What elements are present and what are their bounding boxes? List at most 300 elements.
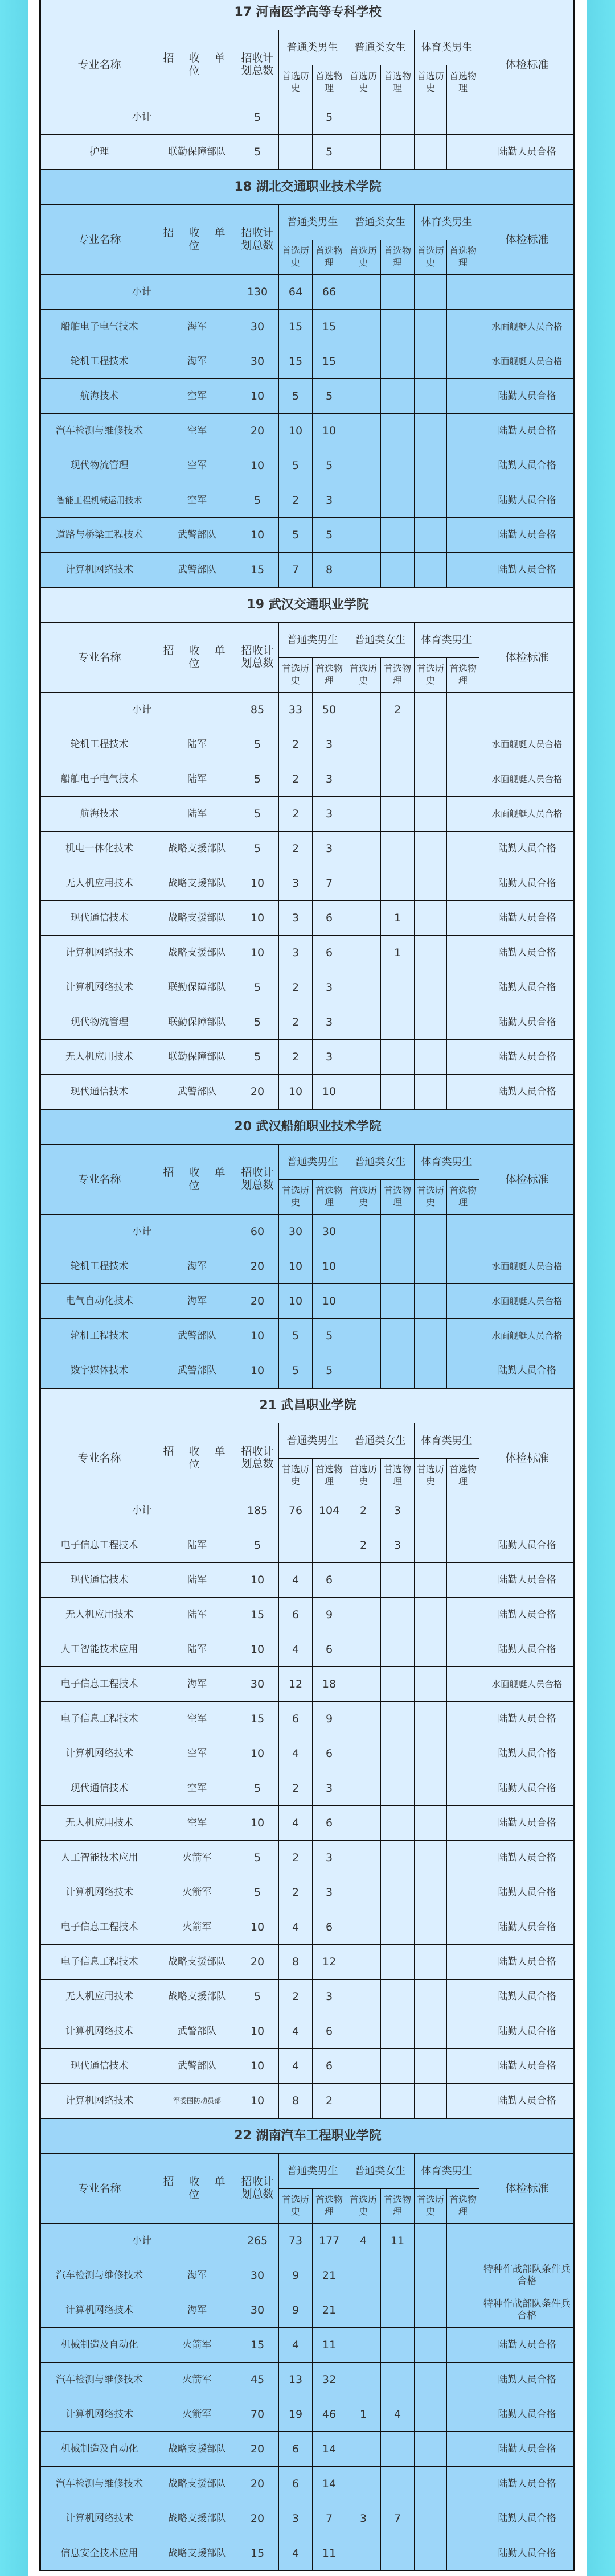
count-bh: 2 <box>279 1841 313 1875</box>
header-unit: 招 收 单 位 <box>158 1145 236 1215</box>
count-sh <box>415 1598 447 1632</box>
count-gh <box>346 1563 381 1598</box>
count-bp: 3 <box>313 970 346 1005</box>
count-bh: 6 <box>279 2467 313 2501</box>
recruiting-unit: 武警部队 <box>158 2049 236 2084</box>
major-name: 数字媒体技术 <box>41 1353 158 1388</box>
count-sh <box>415 135 447 170</box>
count-sh <box>415 832 447 866</box>
count-gp <box>381 2084 415 2118</box>
recruiting-unit: 陆军 <box>158 797 236 832</box>
enrollment-plan-document <box>39 0 575 2571</box>
header-physics: 首选物理 <box>381 65 415 100</box>
plan-total: 10 <box>236 1353 279 1388</box>
count-gh <box>346 414 381 448</box>
count-gp <box>381 1284 415 1319</box>
exam-standard: 陆勤人员合格 <box>479 1563 575 1598</box>
subtotal-total: 60 <box>236 1215 279 1249</box>
count-sh <box>415 1875 447 1910</box>
plan-total: 10 <box>236 518 279 553</box>
plan-total: 20 <box>236 414 279 448</box>
count-sp <box>447 2293 479 2328</box>
count-bh: 6 <box>279 1702 313 1736</box>
plan-total: 10 <box>236 901 279 936</box>
enrollment-table <box>40 0 575 170</box>
count-gh <box>346 483 381 518</box>
count-bp: 15 <box>313 344 346 379</box>
count-bp: 3 <box>313 483 346 518</box>
header-unit: 招 收 单 位 <box>158 2154 236 2224</box>
table-row <box>41 1771 575 1806</box>
exam-standard: 陆勤人员合格 <box>479 1528 575 1563</box>
count-bh: 5 <box>279 1353 313 1388</box>
count-gh <box>346 2536 381 2571</box>
table-row <box>41 797 575 832</box>
subtotal-bp: 30 <box>313 1215 346 1249</box>
header-group-boys: 普通类男生 <box>279 2154 346 2189</box>
count-bh: 5 <box>279 448 313 483</box>
count-gh <box>346 2014 381 2049</box>
table-row <box>41 1528 575 1563</box>
count-sp <box>447 379 479 414</box>
count-gp <box>381 970 415 1005</box>
count-bh <box>279 1528 313 1563</box>
table-row <box>41 1841 575 1875</box>
table-row <box>41 518 575 553</box>
header-group-boys: 普通类男生 <box>279 1145 346 1180</box>
count-sh <box>415 310 447 344</box>
header-exam: 体检标准 <box>479 205 575 275</box>
count-gp <box>381 1945 415 1980</box>
table-row <box>41 483 575 518</box>
subtotal-bp: 5 <box>313 100 346 135</box>
count-gh <box>346 2293 381 2328</box>
major-name: 现代通信技术 <box>41 901 158 936</box>
major-name: 无人机应用技术 <box>41 1980 158 2014</box>
count-sh <box>415 727 447 762</box>
major-name: 智能工程机械运用技术 <box>41 483 158 518</box>
count-gh <box>346 1005 381 1040</box>
count-gp <box>381 1702 415 1736</box>
plan-total: 5 <box>236 762 279 797</box>
count-bp: 2 <box>313 2084 346 2118</box>
table-row <box>41 1667 575 1702</box>
header-physics: 首选物理 <box>447 658 479 693</box>
count-gp <box>381 1353 415 1388</box>
count-bh: 4 <box>279 2328 313 2363</box>
count-gp <box>381 1980 415 2014</box>
count-sp <box>447 832 479 866</box>
count-sp <box>447 2432 479 2467</box>
header-physics: 首选物理 <box>447 1180 479 1215</box>
count-sp <box>447 414 479 448</box>
count-gp <box>381 448 415 483</box>
exam-standard: 水面舰艇人员合格 <box>479 762 575 797</box>
count-gp <box>381 1875 415 1910</box>
count-bp: 14 <box>313 2432 346 2467</box>
recruiting-unit: 战略支援部队 <box>158 866 236 901</box>
count-sh <box>415 2363 447 2397</box>
subtotal-bh: 73 <box>279 2224 313 2258</box>
header-group-sports: 体育类男生 <box>415 30 479 65</box>
exam-standard: 陆勤人员合格 <box>479 1841 575 1875</box>
count-gh <box>346 1667 381 1702</box>
count-bh: 4 <box>279 1632 313 1667</box>
recruiting-unit: 陆军 <box>158 1598 236 1632</box>
header-history: 首选历史 <box>346 1459 381 1493</box>
major-name: 人工智能技术应用 <box>41 1632 158 1667</box>
enrollment-table <box>40 170 575 587</box>
table-row <box>41 1910 575 1945</box>
header-group-boys: 普通类男生 <box>279 1423 346 1459</box>
major-name: 电子信息工程技术 <box>41 1702 158 1736</box>
header-total: 招收计划总数 <box>236 205 279 275</box>
subtotal-row <box>41 275 575 310</box>
subtotal-bh: 33 <box>279 693 313 727</box>
table-row <box>41 2258 575 2293</box>
count-gh <box>346 135 381 170</box>
table-row <box>41 2467 575 2501</box>
header-unit: 招 收 单 位 <box>158 30 236 100</box>
header-group-girls: 普通类女生 <box>346 2154 415 2189</box>
count-bh: 4 <box>279 1910 313 1945</box>
table-row <box>41 2432 575 2467</box>
count-gp <box>381 2432 415 2467</box>
plan-total: 5 <box>236 1528 279 1563</box>
table-row <box>41 1563 575 1598</box>
subtotal-exam <box>479 275 575 310</box>
count-bp: 5 <box>313 1319 346 1353</box>
subtotal-label: 小计 <box>41 2224 236 2258</box>
count-bp: 10 <box>313 1284 346 1319</box>
count-bh: 2 <box>279 727 313 762</box>
exam-standard: 陆勤人员合格 <box>479 936 575 970</box>
major-name: 电气自动化技术 <box>41 1284 158 1319</box>
recruiting-unit: 联勤保障部队 <box>158 970 236 1005</box>
plan-total: 20 <box>236 1249 279 1284</box>
major-name: 现代通信技术 <box>41 2049 158 2084</box>
recruiting-unit: 武警部队 <box>158 1353 236 1388</box>
count-gp <box>381 1075 415 1109</box>
count-gh <box>346 1806 381 1841</box>
recruiting-unit: 海军 <box>158 310 236 344</box>
exam-standard: 水面舰艇人员合格 <box>479 1284 575 1319</box>
header-group-sports: 体育类男生 <box>415 205 479 240</box>
recruiting-unit: 空军 <box>158 1736 236 1771</box>
plan-total: 5 <box>236 797 279 832</box>
count-sp <box>447 1771 479 1806</box>
table-row <box>41 1075 575 1109</box>
table-row <box>41 1945 575 1980</box>
subtotal-bh: 76 <box>279 1493 313 1528</box>
count-gh <box>346 1353 381 1388</box>
table-row <box>41 2049 575 2084</box>
count-gh <box>346 518 381 553</box>
subtotal-sh <box>415 275 447 310</box>
subtotal-total: 130 <box>236 275 279 310</box>
header-exam: 体检标准 <box>479 1145 575 1215</box>
subtotal-label: 小计 <box>41 693 236 727</box>
header-history: 首选历史 <box>346 2189 381 2224</box>
header-history: 首选历史 <box>346 658 381 693</box>
count-sp <box>447 901 479 936</box>
count-bh: 2 <box>279 1875 313 1910</box>
exam-standard: 水面舰艇人员合格 <box>479 1667 575 1702</box>
major-name: 机电一体化技术 <box>41 832 158 866</box>
major-name: 机械制造及自动化 <box>41 2432 158 2467</box>
header-group-sports: 体育类男生 <box>415 623 479 658</box>
count-sp <box>447 2328 479 2363</box>
count-sh <box>415 1736 447 1771</box>
subtotal-gh <box>346 693 381 727</box>
count-gp <box>381 832 415 866</box>
count-bh: 2 <box>279 483 313 518</box>
count-gp <box>381 2293 415 2328</box>
count-gp: 7 <box>381 2501 415 2536</box>
exam-standard: 水面舰艇人员合格 <box>479 1319 575 1353</box>
count-sp <box>447 2363 479 2397</box>
plan-total: 15 <box>236 553 279 587</box>
major-name: 计算机网络技术 <box>41 2084 158 2118</box>
subtotal-exam <box>479 1493 575 1528</box>
count-bp: 5 <box>313 518 346 553</box>
count-gh <box>346 553 381 587</box>
exam-standard: 陆勤人员合格 <box>479 448 575 483</box>
header-physics: 首选物理 <box>447 2189 479 2224</box>
recruiting-unit: 战略支援部队 <box>158 1945 236 1980</box>
major-name: 计算机网络技术 <box>41 1875 158 1910</box>
count-sp <box>447 2397 479 2432</box>
subtotal-row <box>41 1493 575 1528</box>
header-major: 专业名称 <box>41 2154 158 2224</box>
recruiting-unit: 武警部队 <box>158 1319 236 1353</box>
recruiting-unit: 陆军 <box>158 1563 236 1598</box>
count-bh: 3 <box>279 901 313 936</box>
count-gp <box>381 727 415 762</box>
count-sp <box>447 866 479 901</box>
count-bp: 6 <box>313 2014 346 2049</box>
exam-standard: 陆勤人员合格 <box>479 483 575 518</box>
count-sh <box>415 518 447 553</box>
count-gp <box>381 2014 415 2049</box>
count-gp <box>381 553 415 587</box>
exam-standard: 陆勤人员合格 <box>479 379 575 414</box>
count-bh: 2 <box>279 762 313 797</box>
count-sh <box>415 1040 447 1075</box>
school-title: 18 湖北交通职业技术学院 <box>41 170 575 205</box>
count-bp: 9 <box>313 1702 346 1736</box>
subtotal-total: 265 <box>236 2224 279 2258</box>
count-sp <box>447 2536 479 2571</box>
major-name: 现代物流管理 <box>41 448 158 483</box>
recruiting-unit: 空军 <box>158 1771 236 1806</box>
count-sh <box>415 901 447 936</box>
count-gh <box>346 1075 381 1109</box>
major-name: 电子信息工程技术 <box>41 1528 158 1563</box>
exam-standard: 水面舰艇人员合格 <box>479 727 575 762</box>
recruiting-unit: 空军 <box>158 379 236 414</box>
table-row <box>41 970 575 1005</box>
major-name: 计算机网络技术 <box>41 970 158 1005</box>
count-sh <box>415 2293 447 2328</box>
count-gh <box>346 1980 381 2014</box>
recruiting-unit: 战略支援部队 <box>158 901 236 936</box>
header-physics: 首选物理 <box>447 240 479 275</box>
table-row <box>41 762 575 797</box>
count-sp <box>447 1528 479 1563</box>
plan-total: 15 <box>236 2328 279 2363</box>
major-name: 电子信息工程技术 <box>41 1910 158 1945</box>
count-sh <box>415 448 447 483</box>
plan-total: 30 <box>236 344 279 379</box>
plan-total: 10 <box>236 379 279 414</box>
major-name: 计算机网络技术 <box>41 2293 158 2328</box>
header-major: 专业名称 <box>41 623 158 693</box>
exam-standard: 陆勤人员合格 <box>479 866 575 901</box>
count-bh: 4 <box>279 1806 313 1841</box>
count-gp: 1 <box>381 901 415 936</box>
subtotal-exam <box>479 693 575 727</box>
count-bp: 21 <box>313 2258 346 2293</box>
count-sh <box>415 2258 447 2293</box>
count-sp <box>447 448 479 483</box>
exam-standard: 水面舰艇人员合格 <box>479 310 575 344</box>
subtotal-total: 85 <box>236 693 279 727</box>
school-table <box>39 587 575 1109</box>
count-gh <box>346 1771 381 1806</box>
exam-standard: 陆勤人员合格 <box>479 2397 575 2432</box>
subtotal-gh <box>346 275 381 310</box>
header-group-boys: 普通类男生 <box>279 623 346 658</box>
count-bp: 3 <box>313 1980 346 2014</box>
count-sp <box>447 518 479 553</box>
header-history: 首选历史 <box>279 2189 313 2224</box>
subtotal-bh: 30 <box>279 1215 313 1249</box>
count-bp: 3 <box>313 1040 346 1075</box>
count-bp: 7 <box>313 866 346 901</box>
header-unit: 招 收 单 位 <box>158 623 236 693</box>
count-bp: 3 <box>313 1005 346 1040</box>
count-bh: 2 <box>279 1040 313 1075</box>
header-history: 首选历史 <box>415 240 447 275</box>
count-sp <box>447 1980 479 2014</box>
count-gp <box>381 2536 415 2571</box>
table-row <box>41 727 575 762</box>
subtotal-row <box>41 693 575 727</box>
count-sp <box>447 1632 479 1667</box>
count-bh: 4 <box>279 2014 313 2049</box>
major-name: 计算机网络技术 <box>41 2397 158 2432</box>
recruiting-unit: 武警部队 <box>158 1075 236 1109</box>
exam-standard: 陆勤人员合格 <box>479 553 575 587</box>
school-title: 19 武汉交通职业学院 <box>41 588 575 623</box>
header-history: 首选历史 <box>415 658 447 693</box>
exam-standard: 陆勤人员合格 <box>479 1910 575 1945</box>
header-unit: 招 收 单 位 <box>158 1423 236 1493</box>
count-sp <box>447 1563 479 1598</box>
count-bh: 6 <box>279 2432 313 2467</box>
plan-total: 10 <box>236 936 279 970</box>
count-bp: 5 <box>313 379 346 414</box>
count-bh: 3 <box>279 2501 313 2536</box>
subtotal-sp <box>447 1215 479 1249</box>
count-gp <box>381 2467 415 2501</box>
major-name: 汽车检测与维修技术 <box>41 2467 158 2501</box>
enrollment-table <box>40 587 575 1109</box>
count-bh: 5 <box>279 518 313 553</box>
header-physics: 首选物理 <box>447 65 479 100</box>
school-title: 20 武汉船舶职业技术学院 <box>41 1110 575 1145</box>
count-sh <box>415 414 447 448</box>
exam-standard: 特种作战部队条件兵合格 <box>479 2258 575 2293</box>
count-bh: 4 <box>279 2536 313 2571</box>
count-sp <box>447 1702 479 1736</box>
plan-total: 20 <box>236 1075 279 1109</box>
count-bp: 5 <box>313 135 346 170</box>
recruiting-unit: 武警部队 <box>158 2014 236 2049</box>
header-exam: 体检标准 <box>479 30 575 100</box>
header-history: 首选历史 <box>279 1180 313 1215</box>
table-row <box>41 2536 575 2571</box>
plan-total: 30 <box>236 310 279 344</box>
count-sh <box>415 483 447 518</box>
count-sh <box>415 1319 447 1353</box>
header-group-girls: 普通类女生 <box>346 205 415 240</box>
count-sp <box>447 936 479 970</box>
header-exam: 体检标准 <box>479 623 575 693</box>
exam-standard: 陆勤人员合格 <box>479 1005 575 1040</box>
count-sp <box>447 1249 479 1284</box>
count-gp: 1 <box>381 936 415 970</box>
count-gp <box>381 414 415 448</box>
header-group-boys: 普通类男生 <box>279 30 346 65</box>
recruiting-unit: 火箭军 <box>158 1841 236 1875</box>
major-name: 汽车检测与维修技术 <box>41 414 158 448</box>
count-gh <box>346 344 381 379</box>
recruiting-unit: 战略支援部队 <box>158 832 236 866</box>
count-bp: 32 <box>313 2363 346 2397</box>
count-sh <box>415 1945 447 1980</box>
major-name: 无人机应用技术 <box>41 1598 158 1632</box>
header-history: 首选历史 <box>279 1459 313 1493</box>
subtotal-sp <box>447 693 479 727</box>
count-bp: 5 <box>313 1353 346 1388</box>
table-row <box>41 1598 575 1632</box>
count-gh <box>346 797 381 832</box>
recruiting-unit: 陆军 <box>158 1528 236 1563</box>
school-table <box>39 1109 575 1388</box>
major-name: 信息安全技术应用 <box>41 2536 158 2571</box>
count-gh <box>346 448 381 483</box>
count-sh <box>415 1249 447 1284</box>
recruiting-unit: 战略支援部队 <box>158 2432 236 2467</box>
subtotal-gp: 3 <box>381 1493 415 1528</box>
count-gp: 3 <box>381 1528 415 1563</box>
recruiting-unit: 武警部队 <box>158 553 236 587</box>
count-bp: 15 <box>313 310 346 344</box>
exam-standard: 陆勤人员合格 <box>479 2049 575 2084</box>
major-name: 汽车检测与维修技术 <box>41 2258 158 2293</box>
count-gh <box>346 2084 381 2118</box>
enrollment-table <box>40 1109 575 1388</box>
count-gh <box>346 762 381 797</box>
major-name: 船舶电子电气技术 <box>41 762 158 797</box>
recruiting-unit: 火箭军 <box>158 2397 236 2432</box>
exam-standard: 陆勤人员合格 <box>479 1040 575 1075</box>
table-row <box>41 901 575 936</box>
count-bp: 7 <box>313 2501 346 2536</box>
enrollment-table <box>40 2118 575 2571</box>
